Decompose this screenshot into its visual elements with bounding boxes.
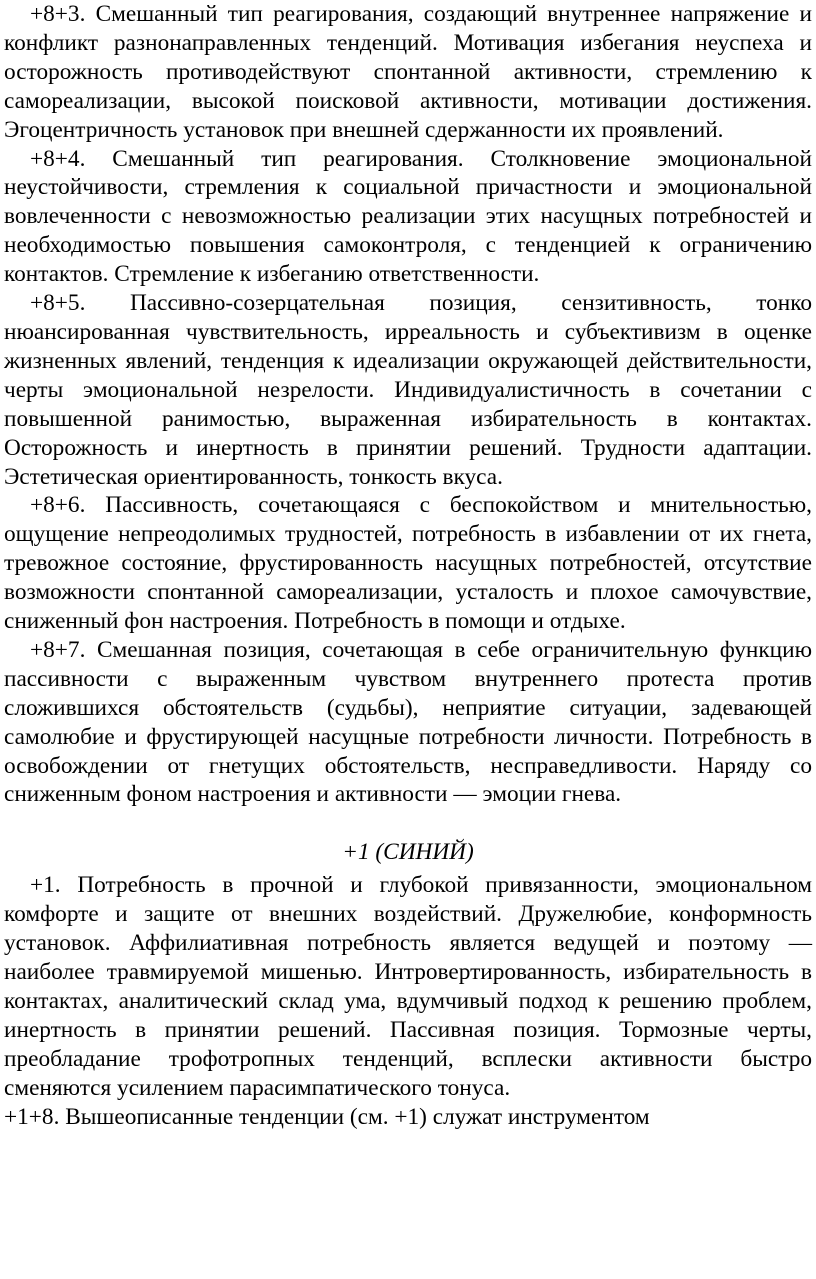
- document-page: [4, 0, 812, 1131]
- paragraph-8-4: +8+4. Смешанный тип реагирования. Столкновение эмоциональной неустойчивости, стремления к социальной причастности и эмоциональной вовлеченности с невозможностью реализации этих насущных потребностей и необходимостью повышения самоконтроля, с тенденцией к ограничению контактов. Стремление к избеганию ответственности.: [4, 145, 812, 288]
- paragraph-1-8: +1+8. Вышеописанные тенденции (см. +1) служат инструментом: [4, 1103, 650, 1130]
- paragraph-1: +1. Потребность в прочной и глубокой привязанности, эмоциональном комфорте и защите от внешних воздействий. Дружелюбие, конформность установок. Аффилиативная потребность является ведущей и поэтому — наиболее травмируемой мишенью. Интровертированность, избирательность в контактах, аналитический склад ума, вдумчивый подход к решению проблем, инертность в принятии решений. Пассивная позиция. Тормозные черты, преобладание трофотропных тенденций, всплески активности быстро сменяются усилением парасимпатического тонуса.: [4, 872, 812, 1101]
- paragraph-8-5: +8+5. Пассивно-созерцательная позиция, сензитивность, тонко нюансированная чувствительность, ирреальность и субъективизм в оценке жизненных явлений, тенденция к идеализации окружающей действительности, черты эмоциональной незрелости. Индивидуалистичность в сочетании с повышенной ранимостью, выраженная избирательность в контактах. Осторожность и инертность в принятии решений. Трудности адаптации. Эстетическая ориентированность, тонкость вкуса.: [4, 290, 812, 490]
- section-heading-blue: +1 (СИНИЙ): [342, 839, 474, 866]
- paragraph-8-3: +8+3. Смешанный тип реагирования, создающий внутреннее напряжение и конфликт разнонаправленных тенденций. Мотивация избегания неуспеха и осторожность противодействуют спонтанной активности, стремлению к самореализации, высокой поисковой активности, мотивации достижения. Эгоцентричность установок при внешней сдержанности их проявлений.: [4, 1, 812, 143]
- paragraph-8-7: +8+7. Смешанная позиция, сочетающая в себе ограничительную функцию пассивности с выраженным чувством внутреннего протеста против сложившихся обстоятельств (судьбы), неприятие ситуации, задевающей самолюбие и фрустирующей насущные потребности личности. Потребность в освобождении от гнетущих обстоятельств, несправедливости. Наряду со сниженным фоном настроения и активности — эмоции гнева.: [4, 636, 812, 808]
- paragraph-8-6: +8+6. Пассивность, сочетающаяся с беспокойством и мнительностью, ощущение непреодолимых трудностей, потребность в избавлении от их гнета, тревожное состояние, фрустированность насущных потребностей, отсутствие возможности спонтанной самореализации, усталость и плохое самочувствие, сниженный фон настроения. Потребность в помощи и отдыхе.: [4, 492, 812, 635]
